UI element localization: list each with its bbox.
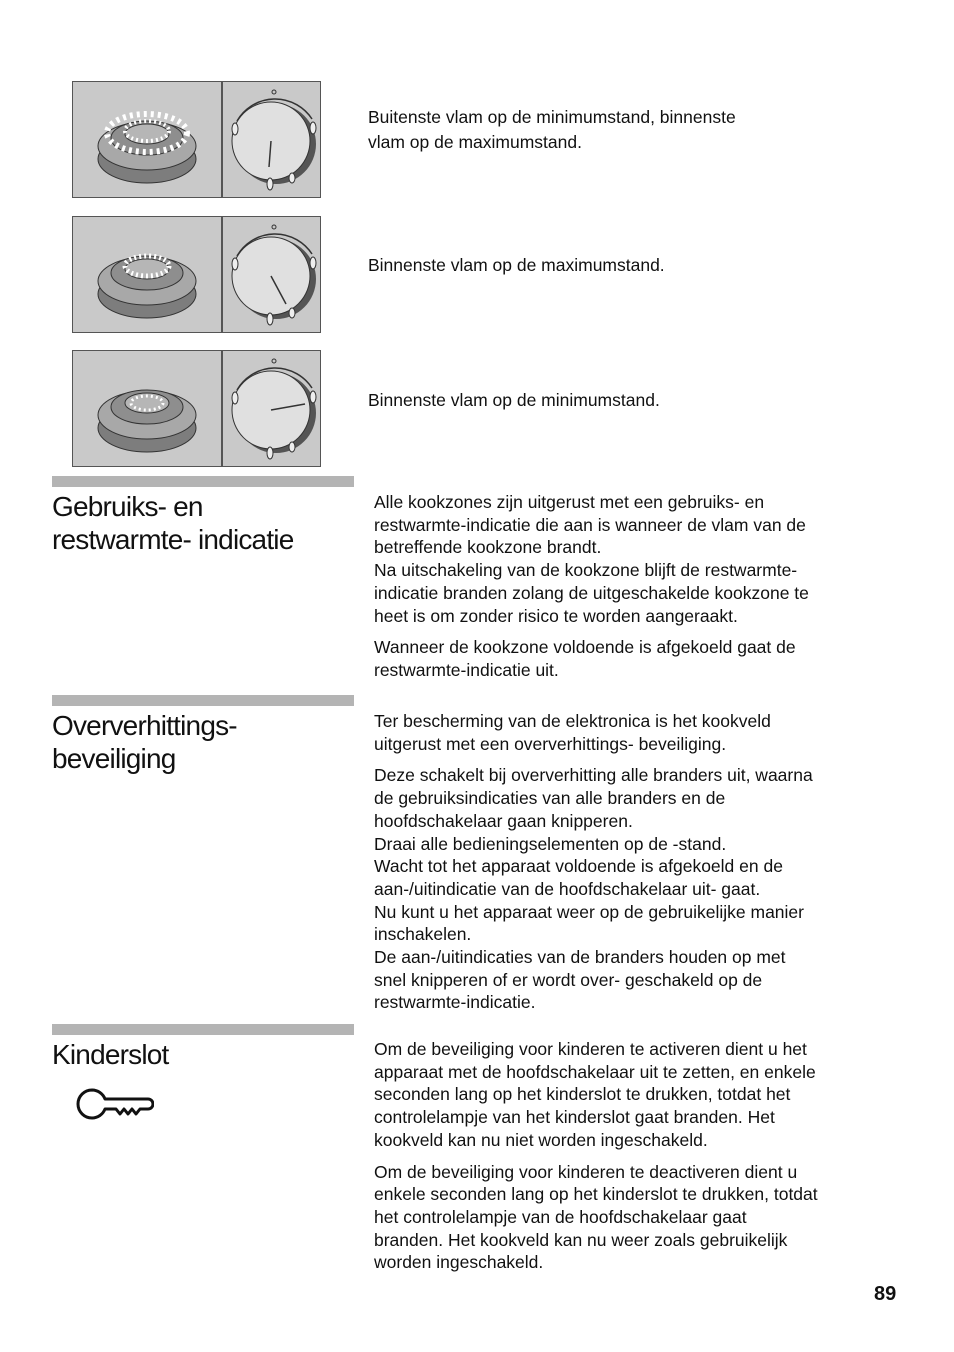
- figure-caption-3: Binnenste vlam op de minimumstand.: [368, 390, 660, 410]
- burner-figure-1: [72, 81, 321, 198]
- key-icon: [74, 1086, 154, 1122]
- section-rule: [52, 476, 354, 487]
- section-rule: [52, 695, 354, 706]
- section-heading-oververhitting: Oververhittings- beveiliging: [52, 710, 237, 774]
- paragraph: Om de beveiliging voor kinderen te deactiveren dient u enkele seconden lang op het kinderslot te drukken, totdat het controlelampje van de hoofdschakelaar gaat branden. Het kookveld kan nu weer zoals gebruikelijk worden ingeschakeld.: [374, 1161, 818, 1273]
- burner-figure-2: [72, 216, 321, 333]
- paragraph: Ter bescherming van de elektronica is het kookveld uitgerust met een oververhittings- beveiliging.: [374, 711, 771, 754]
- section-rule: [52, 1024, 354, 1035]
- section-heading-indicatie: Gebruiks- en restwarmte- indicatie: [52, 491, 294, 555]
- burner-figure-3: [72, 350, 321, 467]
- figure-caption-1: Buitenste vlam op de minimumstand, binnenste vlam op de maximumstand.: [368, 107, 736, 152]
- section-body-indicatie: [374, 491, 914, 691]
- paragraph: Om de beveiliging voor kinderen te activeren dient u het apparaat met de hoofdschakelaar uit te zetten, en enkele seconden lang op het kinderslot te drukken, totdat het controlelampje van het kinderslot gaat branden. Het kookveld kan nu niet worden ingeschakeld.: [374, 1039, 816, 1150]
- paragraph: Wanneer de kookzone voldoende is afgekoeld gaat de restwarmte-indicatie uit.: [374, 637, 796, 680]
- paragraph: Deze schakelt bij oververhitting alle branders uit, waarna de gebruiksindicaties van alle branders en de hoofdschakelaar gaan knipperen. Draai alle bedieningselementen op de -stand. Wacht tot het apparaat voldoende is afgekoeld en de aan-/uitindicatie van de hoofdschakelaar uit- gaat. Nu kunt u het apparaat weer op de gebruikelijke manier inschakelen. De aan-/uitindicaties van de branders houden op met snel knipperen of er wordt over- geschakeld op de restwarmte-indicatie.: [374, 765, 813, 1013]
- burner-illustration: [72, 81, 321, 198]
- section-body-kinderslot: [374, 1038, 914, 1283]
- paragraph: Alle kookzones zijn uitgerust met een gebruiks- en restwarmte-indicatie die aan is wanneer de vlam van de betreffende kookzone brandt. Na uitschakeling van de kookzone blijft de restwarmte- indicatie branden zolang de uitgeschakelde kookzone te heet is om zonder risico te worden aangeraakt.: [374, 492, 809, 626]
- section-heading-kinderslot: Kinderslot: [52, 1039, 169, 1070]
- figure-caption-2: Binnenste vlam op de maximumstand.: [368, 255, 665, 275]
- burner-illustration: [72, 216, 321, 333]
- burner-illustration: [72, 350, 321, 467]
- page-number: 89: [874, 1283, 897, 1305]
- section-body-oververhitting: [374, 710, 914, 1023]
